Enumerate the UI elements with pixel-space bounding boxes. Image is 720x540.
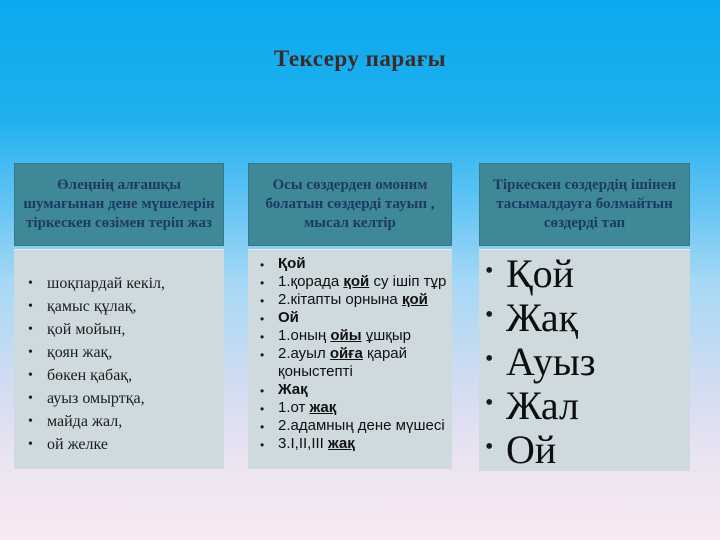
list-item: • Қой — [278, 255, 448, 273]
list-item: • Ауыз — [506, 340, 688, 384]
slide-title: Тексеру парағы — [273, 46, 447, 71]
list-item: • ой желке — [47, 433, 218, 456]
column-2-list — [248, 249, 452, 469]
list-item: • Ой — [278, 309, 448, 327]
list-item: • ауыз омыртқа, — [47, 387, 218, 410]
list-item: • Ой — [506, 428, 688, 471]
column-1-list — [14, 249, 224, 469]
list-item: • 3.I,II,III жақ — [278, 435, 448, 453]
column-3-header: Тіркескен сөздердің ішінен тасымалдауға болмайтын сөздерді тап — [479, 163, 690, 246]
list-item: • бөкен қабақ, — [47, 364, 218, 387]
list-item: • қамыс құлақ, — [47, 295, 218, 318]
column-task-2 — [248, 163, 452, 469]
column-2-header: Осы сөздерден омоним болатын сөздерді тауып , мысал келтір — [248, 163, 452, 246]
list-item: • қоян жақ, — [47, 341, 218, 364]
list-item: • 1.қорада қой су ішіп тұр — [278, 273, 448, 291]
list-item: • шоқпардай кекіл, — [47, 272, 218, 295]
column-task-3 — [479, 163, 690, 471]
list-item: • 2.ауыл ойға қарай қоныстепті — [278, 345, 448, 381]
column-task-1 — [14, 163, 224, 469]
list-item: • Жал — [506, 384, 688, 428]
column-1-header: Өлеңнің алғашқы шумағынан дене мүшелерін тіркескен сөзімен теріп жаз — [14, 163, 224, 246]
list-item: • Жақ — [506, 296, 688, 340]
list-item: • 2.кітапты орнына қой — [278, 291, 448, 309]
list-item: • Жақ — [278, 381, 448, 399]
list-item: • Қой — [506, 252, 688, 296]
list-item: • майда жал, — [47, 410, 218, 433]
list-item: • 1.оның ойы ұшқыр — [278, 327, 448, 345]
column-3-list — [479, 249, 690, 471]
list-item: • қой мойын, — [47, 318, 218, 341]
list-item: • 2.адамның дене мүшесі — [278, 417, 448, 435]
list-item: • 1.от жақ — [278, 399, 448, 417]
